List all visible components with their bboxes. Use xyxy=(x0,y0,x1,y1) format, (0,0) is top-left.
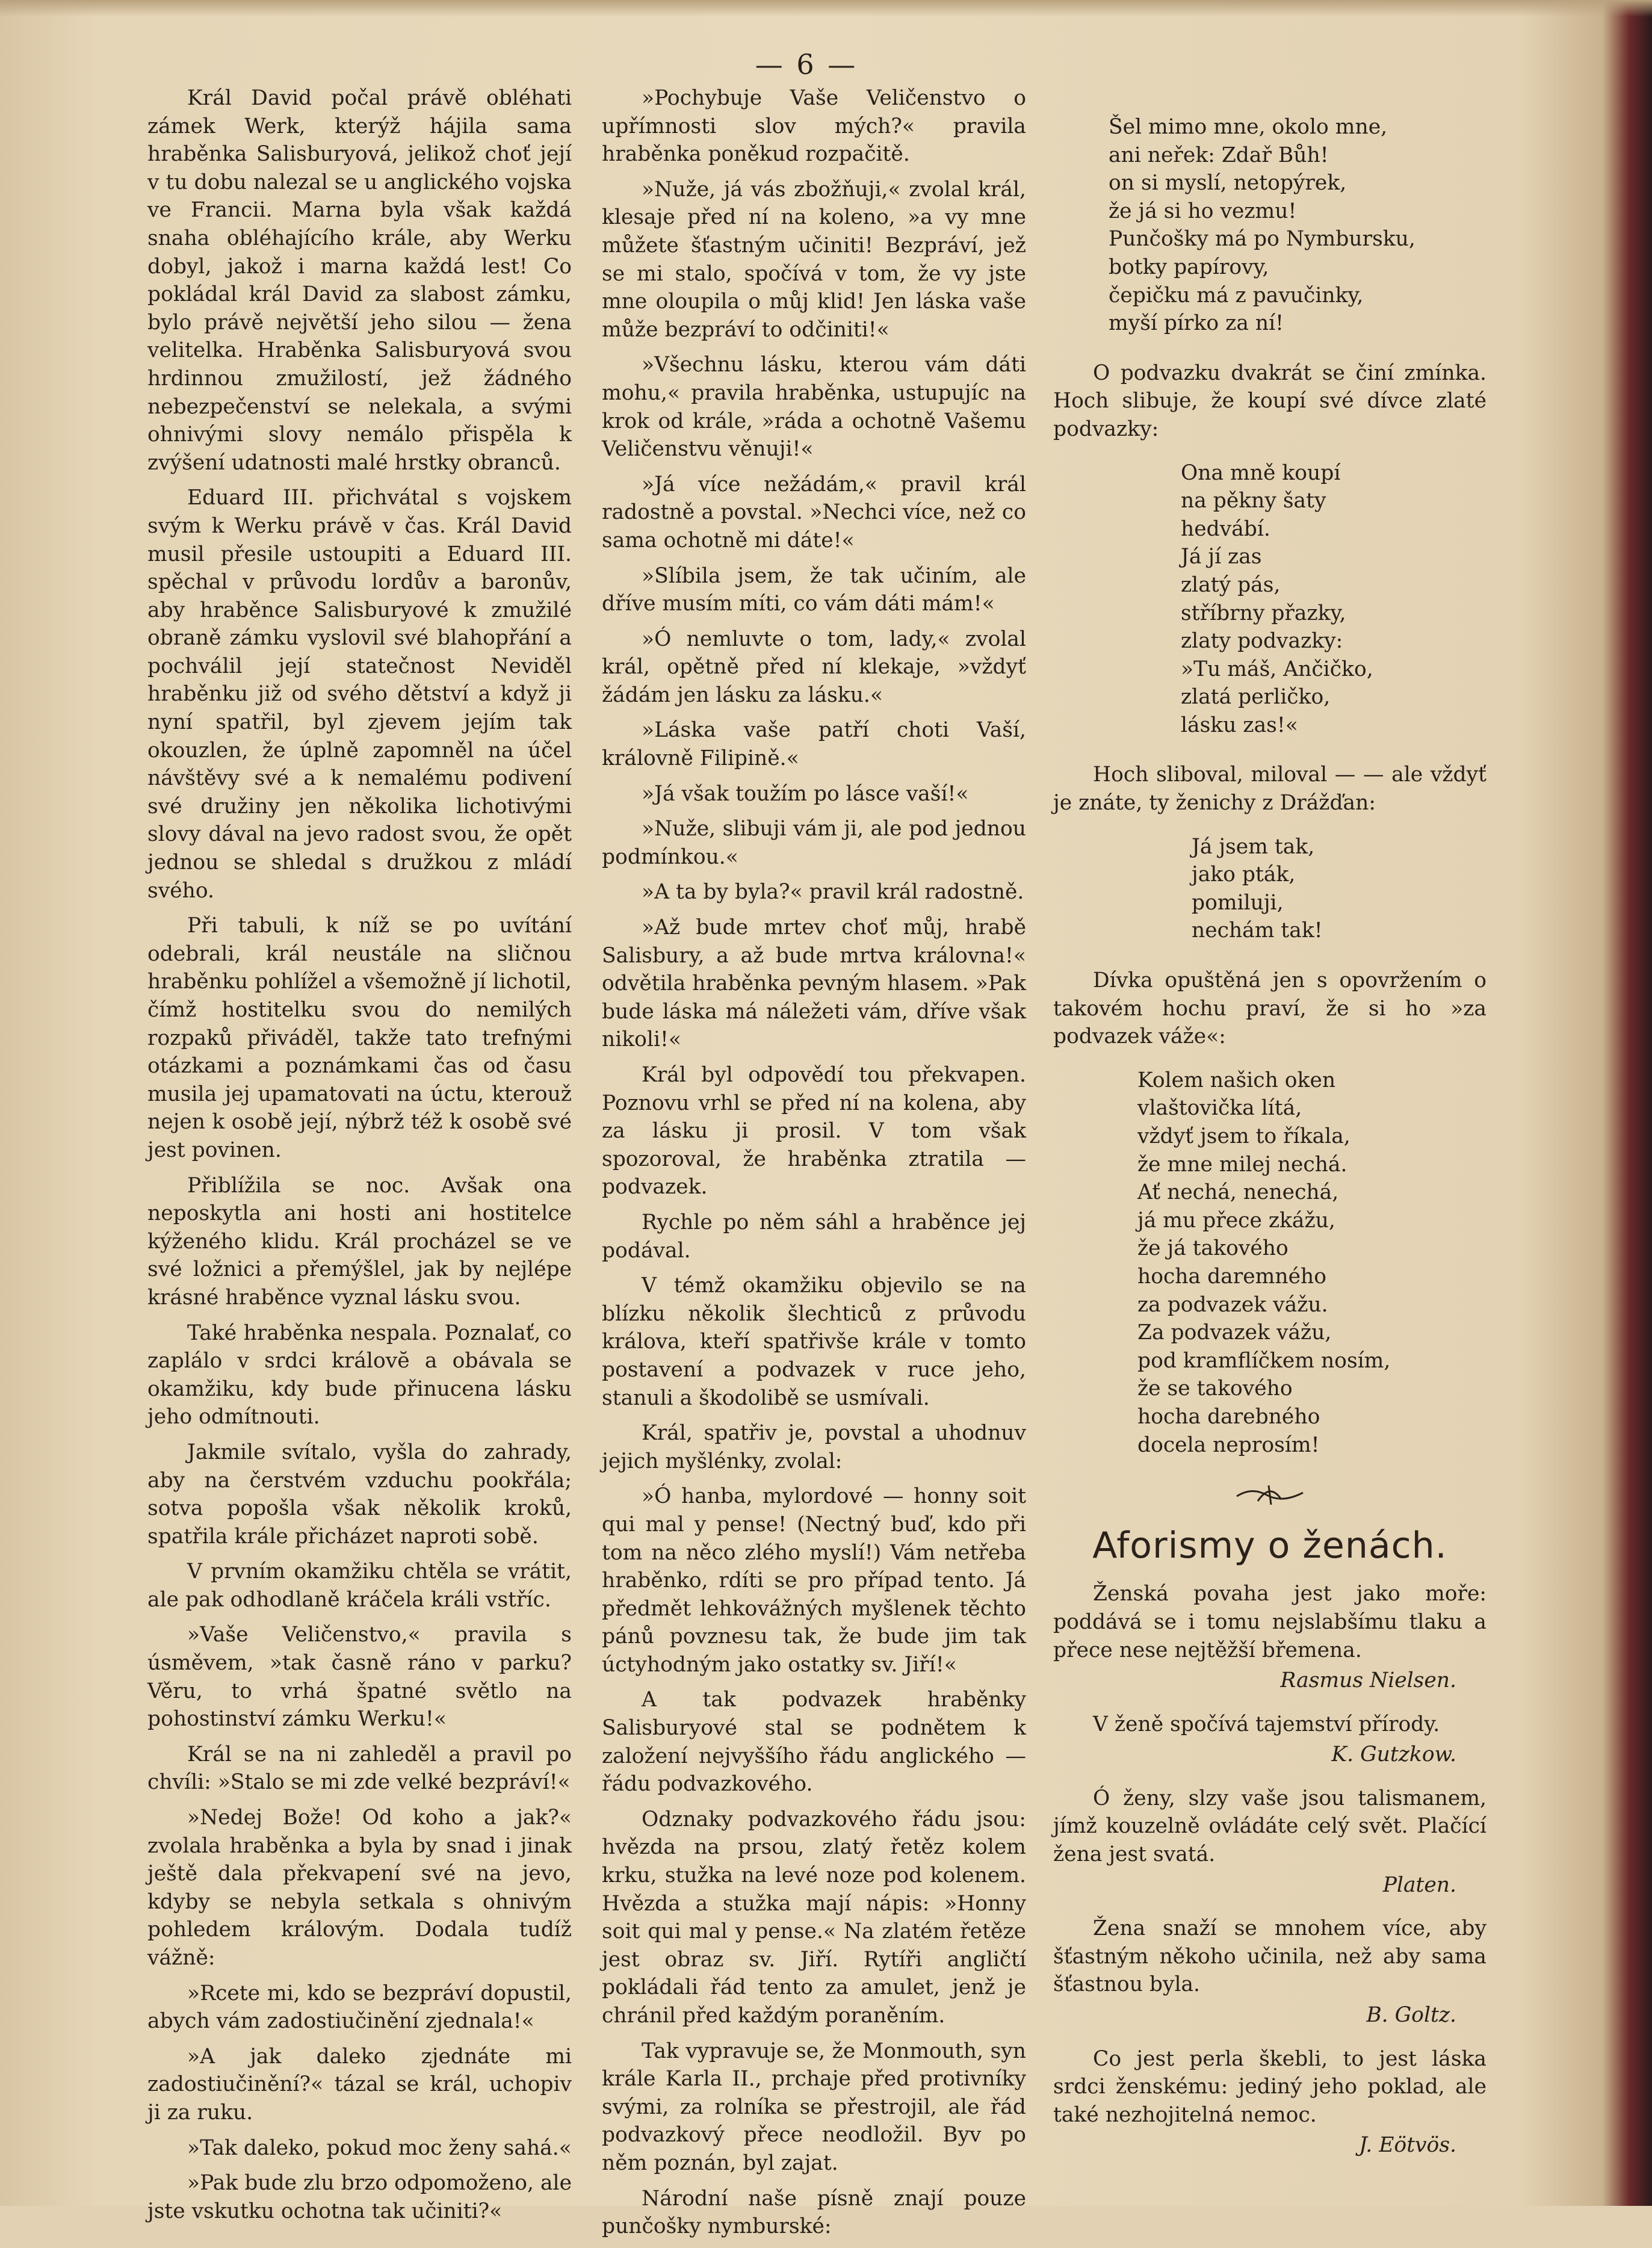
poem-line: za podvazek vážu. xyxy=(1137,1292,1328,1317)
poem-dresden xyxy=(1053,833,1486,945)
poem-garters xyxy=(1053,459,1486,740)
column-middle xyxy=(602,84,1026,2248)
page-top-edge xyxy=(0,0,1652,17)
poem-line: lásku zas!« xyxy=(1181,713,1298,737)
paragraph: »A jak daleko zjednáte mi zadostiučinění?« tázal se král, uchopiv ji za ruku. xyxy=(147,2044,572,2125)
poem-line: vždyť jsem to říkala, xyxy=(1137,1124,1350,1148)
poem-nymburk xyxy=(1053,113,1486,338)
poem-line: čepičku má z pavučinky, xyxy=(1109,283,1364,308)
paragraph: Národní naše písně znají pouze punčošky nymburské: xyxy=(602,2186,1026,2239)
paragraph: »Rcete mi, kdo se bezpráví dopustil, abych vám zadostiučinění zjednala!« xyxy=(147,1981,572,2034)
poem-line: botky papírovy, xyxy=(1109,255,1269,279)
paragraph: »Ó hanba, mylordové — honny soit qui mal y pense! (Nectný buď, kdo při tom na něco zlého myslí!) Vám netřeba hraběnko, rdíti se pro případ tento. Já předmět lehkovážných myšlenek těchto pánů povznesu tak, že bude jim tak úctyhodným jako ostatky sv. Jiří!« xyxy=(602,1484,1026,1677)
column-left xyxy=(147,84,572,2232)
aphorism-text: Ó ženy, slzy vaše jsou talismanem, jímž kouzelně ovládáte celý svět. Plačící žena jest svatá. xyxy=(1053,1786,1486,1867)
aphorism-text: Co jest perla škebli, to jest láska srdci ženskému: jediný jeho poklad, ale také nezhojitelná nemoc. xyxy=(1053,2046,1486,2127)
aphorism-text: V ženě spočívá tajemství přírody. xyxy=(1093,1712,1440,1736)
poem-line: že mne milej nechá. xyxy=(1137,1152,1347,1177)
poem-line: »Tu máš, Ančičko, xyxy=(1181,657,1373,681)
paragraph: Odznaky podvazkového řádu jsou: hvězda na prsou, zlatý řetěz kolem krku, stužka na levé noze pod kolenem. Hvězda a stužka mají nápis: »Honny soit qui mal y pense.« Na zlatém řetěze jest obraz sv. Jiří. Rytíři angličtí pokládali řád tento za amulet, jenž je chránil před každým poraněním. xyxy=(602,1807,1026,2028)
paragraph: »Já více nežádám,« pravil král radostně a povstal. »Nechci více, než co sama ochotně mi dáte!« xyxy=(602,472,1026,553)
paragraph: »Nuže, slibuji vám ji, ale pod jednou podmínkou.« xyxy=(602,817,1026,869)
poem-line: že se takového xyxy=(1137,1376,1293,1401)
paragraph: »A ta by byla?« pravil král radostně. xyxy=(642,880,1024,905)
poem-line: hocha daremného xyxy=(1137,1264,1326,1289)
aphorisms-heading: Aforismy o ženách. xyxy=(1092,1524,1447,1567)
poem-line: já mu přece zkážu, xyxy=(1137,1208,1335,1233)
poem-line: Já jsem tak, xyxy=(1192,834,1315,859)
paragraph: »Nuže, já vás zbožňuji,« zvolal král, klesaje před ní na koleno, »a vy mne můžete šťastným učiniti! Bezpráví, jež se mi stalo, spočívá v tom, že vy jste mne oloupila o můj klid! Jen láska vaše může bezpráví to odčiniti!« xyxy=(602,177,1026,342)
poem-line: on si myslí, netopýrek, xyxy=(1109,171,1347,196)
page-number: — 6 — xyxy=(755,48,858,81)
paragraph: »Slíbila jsem, že tak učiním, ale dříve musím míti, co vám dáti mám!« xyxy=(602,563,1026,616)
paragraph: Při tabuli, k níž se po uvítání odebrali, král neustále na sličnou hraběnku pohlížel a všemožně jí lichotil, čímž hostitelku svou do nemilých rozpaků přiváděl, takže tato trefnými otázkami a poznámkami čas od času musila jej upamatovati na úctu, kterouž nejen k osobě její, nýbrž též k osobě své jest povinen. xyxy=(147,914,572,1162)
poem-line: pomiluji, xyxy=(1192,890,1284,915)
poem-line: hedvábí. xyxy=(1181,516,1270,541)
paragraph: Tak vypravuje se, že Monmouth, syn krále Karla II., prchaje před protivníky svými, za rolníka se přestrojil, ale řád podvazkový přece neodložil. Byv po něm poznán, byl zajat. xyxy=(602,2039,1026,2175)
paragraph: »Ó nemluvte o tom, lady,« zvolal král, opětně před ní klekaje, »vždyť žádám jen lásku za lásku.« xyxy=(602,627,1026,707)
paragraph: Eduard III. přichvátal s vojskem svým k Werku právě v čas. Král David musil přesile ustoupiti a Eduard III. spěchal v průvodu lordův a baronův, aby hraběnce Salisburyové k zmužilé obraně zámku vyslovil své blahopřání a pochválil její statečnost Neviděl hraběnku již od svého dětství a když ji nyní spatřil, byl zjevem jejím tak okouzlen, že úplně zapomněl na účel návštěvy své a k nemalému podivení své družiny jen několika lichotivými slovy dával na jevo radost svou, že opět jednou se shledal s družkou z mládí svého. xyxy=(147,486,572,903)
paragraph: Rychle po něm sáhl a hraběnce jej podával. xyxy=(602,1210,1026,1263)
poem-line: stříbrny přazky, xyxy=(1181,601,1346,625)
poem-line: Kolem našich oken xyxy=(1137,1068,1336,1092)
paragraph: Král, spatřiv je, povstal a uhodnuv jejich myšlénky, zvolal: xyxy=(602,1421,1026,1473)
poem-swallow xyxy=(1053,1067,1486,1459)
aphorism-text: Ženská povaha jest jako moře: poddává se i tomu nejslabšímu tlaku a přece nese nejtěžší břemena. xyxy=(1053,1582,1486,1662)
column-right xyxy=(1053,84,1486,2175)
paragraph: »Nedej Bože! Od koho a jak?« zvolala hraběnka a byla by snad i jinak ještě dala překvapení své na jevo, kdyby se nebyla setkala s ohnivým pohledem královým. Dodala tudíž vážně: xyxy=(147,1806,572,1970)
aphorism-author: K. Gutzkow. xyxy=(1331,1742,1456,1767)
aphorism-text: Žena snaží se mnohem více, aby šťastným někoho učinila, než aby sama šťastnou byla. xyxy=(1053,1916,1486,1997)
paragraph: Král se na ni zahleděl a pravil po chvíli: »Stalo se mi zde velké bezpráví!« xyxy=(147,1742,572,1795)
paragraph: »Všechnu lásku, kterou vám dáti mohu,« pravila hraběnka, ustupujíc na krok od krále, »ráda a ochotně Vašemu Veličenstvu věnuji!« xyxy=(602,353,1026,462)
poem-line: myší pírko za ní! xyxy=(1109,311,1284,336)
poem-line: hocha darebného xyxy=(1137,1404,1320,1429)
paragraph: Král David počal právě obléhati zámek Werk, kterýž hájila sama hraběnka Salisburyová, jelikož choť její v tu dobu nalezal se u anglického vojska ve Francii. Marna byla však každá snaha obléhajícího krále, aby Werku dobyl, jakož i marna každá lest! Co pokládal král David za slabost zámku, bylo právě největší jeho silou — žena velitelka. Hraběnka Salisburyová svou hrdinnou zmužilostí, jež žádného nebezpečenství se nelekala, a svými ohnivými slovy nemálo přispěla k zvýšení udatnosti malé hrstky obranců. xyxy=(147,86,572,475)
paragraph: »Láska vaše patří choti Vaší, královně Filipině.« xyxy=(602,718,1026,771)
poem-line: Ona mně koupí xyxy=(1181,460,1341,485)
paragraph: »Tak daleko, pokud moc ženy sahá.« xyxy=(187,2135,572,2160)
paragraph: Také hraběnka nespala. Poznalať, co zaplálo v srdci královĕ a obávala se okamžiku, kdy bude přinucena lásku jeho odmítnouti. xyxy=(147,1321,572,1429)
paragraph: Král byl odpovědí tou překvapen. Poznovu vrhl se před ní na kolena, aby za lásku ji prosil. V tom však spozoroval, že hraběnka ztratila — podvazek. xyxy=(602,1063,1026,1200)
poem-line: Já jí zas xyxy=(1181,545,1262,569)
poem-line: Ať nechá, nenechá, xyxy=(1137,1180,1339,1205)
poem-line: Šel mimo mne, okolo mne, xyxy=(1109,115,1388,139)
paragraph: O podvazku dvakrát se činí zmínka. Hoch slibuje, že koupí své dívce zlaté podvazky: xyxy=(1053,361,1486,441)
paragraph: A tak podvazek hraběnky Salisburyové stal se podnětem k založení nejvyššího řádu anglického — řádu podvazkového. xyxy=(602,1688,1026,1797)
poem-line: jako pták, xyxy=(1192,862,1296,887)
poem-line: pod kramflíčkem nosím, xyxy=(1137,1348,1391,1373)
paragraph: V témž okamžiku objevilo se na blízku několik šlechticů z průvodu králova, kteří spatřivše krále v tomto postavení a podvazek v ruce jeho, stanuli a škodolibě se usmívali. xyxy=(602,1274,1026,1410)
poem-line: ani neřek: Zdař Bůh! xyxy=(1109,143,1329,167)
poem-line: vlaštovička lítá, xyxy=(1137,1096,1302,1121)
paragraph: »Až bude mrtev choť můj, hrabě Salisbury, a až bude mrtva královna!« odvětila hraběnka pevným hlasem. »Pak bude láska má náležeti vám, dříve však nikoli!« xyxy=(602,915,1026,1052)
aphorism-author: J. Eötvös. xyxy=(1359,2133,1456,2158)
poem-line: zlatý pás, xyxy=(1181,572,1281,597)
poem-line: Punčošky má po Nymbursku, xyxy=(1109,227,1415,252)
aphorism-author: Rasmus Nielsen. xyxy=(1280,1668,1456,1693)
paragraph: »Já však toužím po lásce vaší!« xyxy=(642,781,969,806)
poem-line: nechám tak! xyxy=(1192,918,1323,943)
poem-line: docela neprosím! xyxy=(1137,1432,1320,1457)
aphorisms-list xyxy=(1053,1580,1486,2160)
poem-line: zlatá perličko, xyxy=(1181,685,1331,710)
paragraph: Hoch sliboval, miloval — — ale vždyť je znáte, ty ženichy z Drážďan: xyxy=(1053,763,1486,816)
aphorism-author: Platen. xyxy=(1382,1872,1456,1897)
poem-line: na pěkny šaty xyxy=(1181,489,1326,513)
poem-line: že já si ho vezmu! xyxy=(1109,199,1297,223)
paragraph: V prvním okamžiku chtěla se vrátit, ale pak odhodlaně kráčela králi vstříc. xyxy=(147,1559,572,1612)
paragraph: »Vaše Veličenstvo,« pravila s úsměvem, »tak časně ráno v parku? Věru, to vrhá špatné světlo na pohostinství zámku Werku!« xyxy=(147,1623,572,1732)
paragraph: »Pak bude zlu brzo odpomoženo, ale jste vskutku ochotna tak učiniti?« xyxy=(147,2171,572,2223)
paragraph: »Pochybuje Vaše Veličenstvo o upřímnosti slov mých?« pravila hraběnka poněkud rozpačitě. xyxy=(602,86,1026,167)
poem-line: Za podvazek vážu, xyxy=(1137,1321,1332,1345)
paragraph: Přiblížila se noc. Avšak ona neposkytla ani hosti ani hostitelce kýženého klidu. Král procházel se ve své ložnici a přemýšlel, jak by nejlépe krásné hraběnce vyznal lásku svou. xyxy=(147,1173,572,1310)
paragraph: Dívka opuštěná jen s opovržením o takovém hochu praví, že si ho »za podvazek váže«: xyxy=(1053,968,1486,1049)
poem-line: zlaty podvazky: xyxy=(1181,629,1343,654)
paragraph: Jakmile svítalo, vyšla do zahrady, aby na čerstvém vzduchu pookřála; sotva popošla však několik kroků, spatřila krále přicházet naproti sobě. xyxy=(147,1440,572,1549)
ornament-flourish-icon xyxy=(1053,1481,1486,1514)
aphorism-author: B. Goltz. xyxy=(1366,2003,1456,2028)
poem-line: že já takového xyxy=(1137,1236,1288,1261)
